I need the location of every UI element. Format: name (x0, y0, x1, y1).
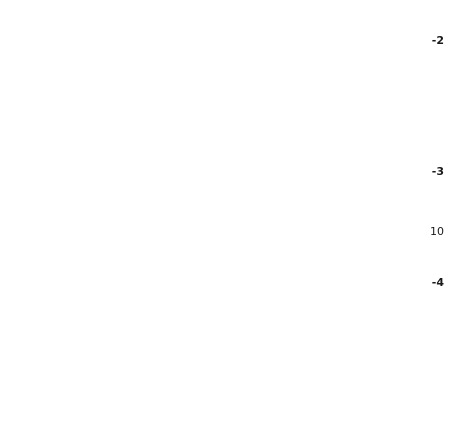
paragraph-number: 3- (431, 165, 444, 178)
text-line (6, 222, 444, 242)
paragraph-number: 4- (431, 276, 444, 289)
text-line (6, 202, 444, 222)
text-line (6, 71, 444, 91)
text-line (6, 273, 444, 293)
text-line (6, 333, 444, 353)
text-line (6, 51, 444, 71)
text-line (6, 293, 444, 313)
text-line (6, 31, 444, 51)
number-in-text: 10 (430, 225, 444, 238)
text-line (6, 353, 444, 373)
text-line (6, 313, 444, 333)
paragraph-3 (6, 162, 444, 262)
text-line (6, 162, 444, 182)
text-line (6, 91, 444, 111)
paragraph-number: 2- (431, 34, 444, 47)
text-line (6, 242, 444, 262)
text-line (6, 0, 444, 20)
paragraph-4 (6, 273, 444, 373)
text-line (6, 182, 444, 202)
paragraph-intro (6, 0, 444, 20)
text-line (6, 111, 444, 131)
text-line (6, 131, 444, 151)
paragraph-2 (6, 31, 444, 151)
